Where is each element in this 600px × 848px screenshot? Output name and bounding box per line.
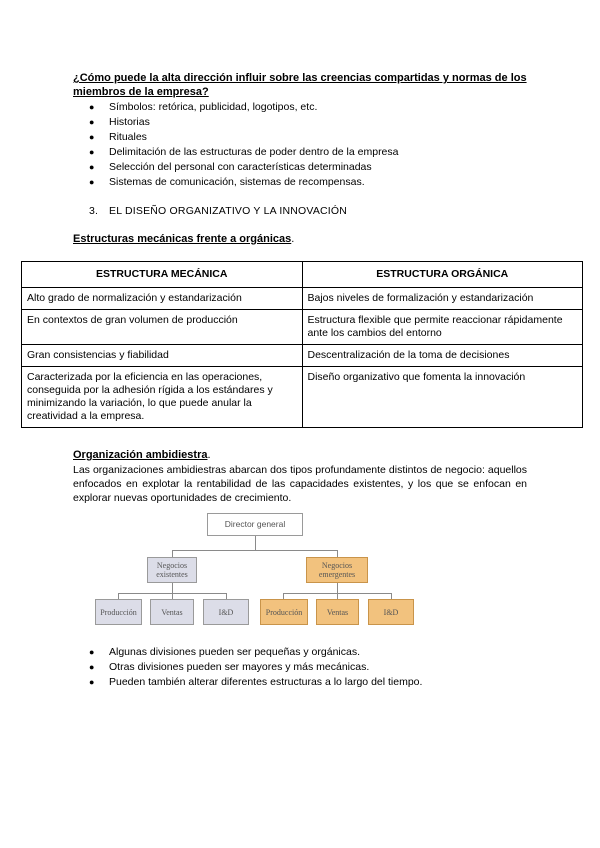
emerging-sales-box: Ventas: [316, 599, 359, 625]
table-row: [22, 367, 583, 428]
org-chart: [90, 510, 420, 635]
list-item: ● Otras divisiones pueden ser mayores y más mecánicas.: [89, 661, 370, 673]
connector-line: [172, 550, 173, 557]
section-title: EL DISEÑO ORGANIZATIVO Y LA INNOVACIÓN: [109, 205, 348, 217]
bullet-icon: ●: [89, 662, 95, 672]
existing-rd-box: I&D: [203, 599, 249, 625]
table-row: [22, 345, 583, 367]
section-heading: [89, 205, 347, 217]
list-item: ● Selección del personal con características determinadas: [89, 161, 372, 173]
bullet-icon: ●: [89, 177, 95, 187]
list-item: ● Sistemas de comunicación, sistemas de recompensas.: [89, 176, 365, 188]
list-item: ● Historias: [89, 116, 150, 128]
structures-table: [21, 261, 583, 428]
existing-sales-box: Ventas: [150, 599, 194, 625]
section-number: 3.: [89, 205, 99, 217]
existing-business-box: Negocios existentes: [147, 557, 197, 583]
question-heading: ¿Cómo puede la alta dirección influir sobre las creencias compartidas y normas de los miembros de la empresa?: [73, 72, 527, 98]
bullet-icon: ●: [89, 132, 95, 142]
emerging-production-box: Producción: [260, 599, 308, 625]
table-cell: Caracterizada por la eficiencia en las operaciones, conseguida por la adhesión rígida a los estándares y minimizando la variación, lo que puede anular la creatividad a la empresa.: [22, 367, 303, 428]
connector-line: [172, 550, 338, 551]
bullet-icon: ●: [89, 147, 95, 157]
influence-list: [89, 100, 399, 190]
connector-line: [337, 550, 338, 557]
list-item: ● Pueden también alterar diferentes estructuras a lo largo del tiempo.: [89, 676, 423, 688]
list-item: ● Delimitación de las estructuras de poder dentro de la empresa: [89, 146, 399, 158]
table-cell: Gran consistencias y fiabilidad: [22, 345, 303, 367]
director-box: Director general: [207, 513, 303, 536]
list-item: ● Símbolos: retórica, publicidad, logotipos, etc.: [89, 101, 318, 113]
table-cell: Alto grado de normalización y estandarización: [22, 288, 303, 310]
divisions-list: [89, 645, 422, 690]
table-header-row: [22, 262, 583, 288]
emerging-business-box: Negocios emergentes: [306, 557, 368, 583]
bullet-icon: ●: [89, 647, 95, 657]
header-organic: ESTRUCTURA ORGÁNICA: [302, 262, 583, 288]
connector-line: [337, 583, 338, 593]
bullet-icon: ●: [89, 677, 95, 687]
ambidextrous-paragraph: Las organizaciones ambidiestras abarcan dos tipos profundamente distintos de negocio: aquellos enfocados en explotar la rentabilidad de las capacidades existentes, y los que se enfocan en explorar nuevas oportunidades de crecimiento.: [73, 464, 527, 504]
table-cell: Descentralización de la toma de decisiones: [302, 345, 583, 367]
bullet-icon: ●: [89, 117, 95, 127]
bullet-icon: ●: [89, 162, 95, 172]
list-item: ● Rituales: [89, 131, 147, 143]
list-item: ● Algunas divisiones pueden ser pequeñas y orgánicas.: [89, 646, 361, 658]
bullet-icon: ●: [89, 102, 95, 112]
table-cell: Diseño organizativo que fomenta la innovación: [302, 367, 583, 428]
ambidextrous-heading: Organización ambidiestra.: [73, 449, 211, 461]
existing-production-box: Producción: [95, 599, 142, 625]
table-row: [22, 310, 583, 345]
structures-heading: Estructuras mecánicas frente a orgánicas.: [73, 233, 295, 245]
table-row: [22, 288, 583, 310]
table-cell: Estructura flexible que permite reaccionar rápidamente ante los cambios del entorno: [302, 310, 583, 345]
table-cell: En contextos de gran volumen de producción: [22, 310, 303, 345]
connector-line: [172, 583, 173, 593]
connector-line: [255, 536, 256, 550]
table-cell: Bajos niveles de formalización y estandarización: [302, 288, 583, 310]
emerging-rd-box: I&D: [368, 599, 414, 625]
header-mechanical: ESTRUCTURA MECÁNICA: [22, 262, 303, 288]
